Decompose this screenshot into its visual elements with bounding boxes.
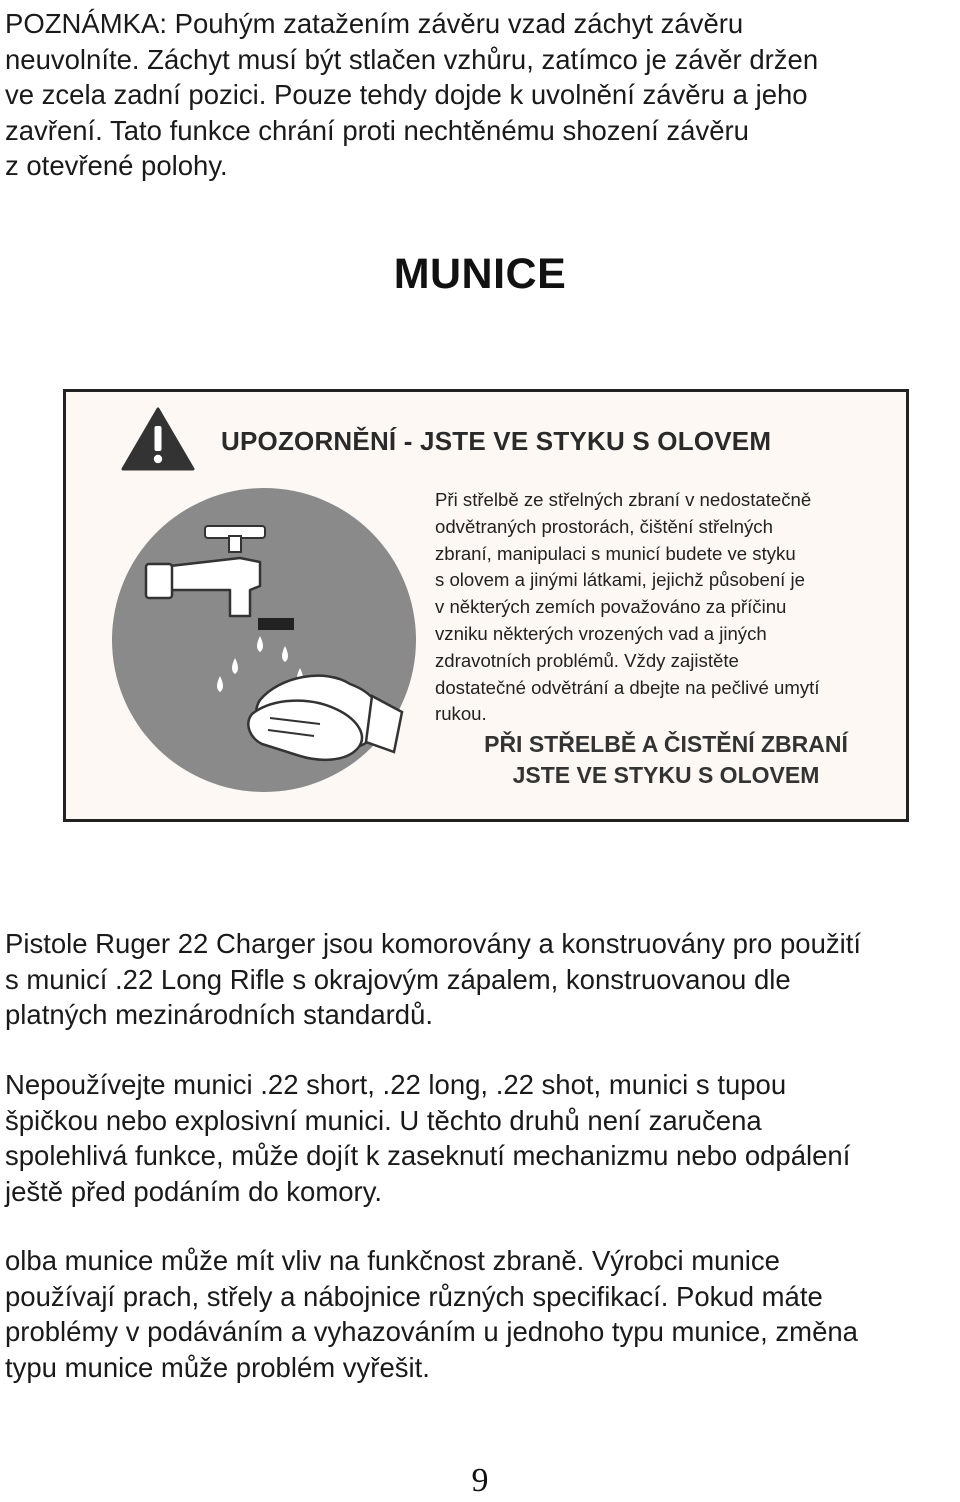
ammo-restriction-paragraph: [5, 1067, 960, 1209]
lead-warning-label: [63, 389, 909, 822]
page-number: 9: [471, 1462, 489, 1499]
warning-footer: PŘI STŘELBĚ A ČISTĚNÍ ZBRANÍ JSTE VE STYKU S OLOVEM: [484, 731, 848, 788]
note-line-1: POZNÁMKA: Pouhým zatažením závěru vzad záchyt závěru: [5, 8, 744, 39]
note-line-3: ve zcela zadní pozici. Pouze tehdy dojde k uvolnění závěru a jeho: [5, 79, 808, 110]
paragraph-3-line-1: olba munice může mít vliv na funkčnost zbraně. Výrobci munice: [5, 1245, 780, 1276]
warning-title: UPOZORNĚNÍ - JSTE VE STYKU S OLOVEM: [221, 426, 772, 456]
note-paragraph: [5, 6, 960, 184]
paragraph-2-line-3: spolehlivá funkce, může dojít k zaseknutí mechanizmu nebo odpálení: [5, 1140, 851, 1171]
paragraph-2-line-4: ještě před podáním do komory.: [5, 1175, 383, 1207]
faucet-washing-hands-icon: [110, 486, 418, 794]
paragraph-3-line-2: používají prach, střely a nábojnice různých specifikací. Pokud máte: [5, 1280, 823, 1312]
paragraph-3-line-3: problémy v podáváním a vyhazováním u jednoho typu munice, změna: [5, 1316, 858, 1347]
paragraph-1-line-3: platných mezinárodních standardů.: [5, 999, 434, 1030]
ammo-compat-paragraph: [5, 926, 960, 1033]
paragraph-1-line-1: Pistole Ruger 22 Charger jsou komorovány a konstruovány pro použití: [5, 928, 862, 959]
paragraph-3-line-4: typu munice může problém vyřešit.: [5, 1351, 430, 1383]
paragraph-1-line-2: s municí .22 Long Rifle s okrajovým zápalem, konstruovanou dle: [5, 963, 791, 995]
section-heading: MUNICE: [393, 250, 567, 298]
paragraph-2-line-1: Nepoužívejte munici .22 short, .22 long, .22 shot, munici s tupou: [5, 1069, 787, 1100]
paragraph-2-line-2: špičkou nebo explosivní munici. U těchto druhů není zaručena: [5, 1104, 762, 1136]
warning-triangle-icon: [120, 406, 196, 472]
note-line-4: zavření. Tato funkce chrání proti nechtěnému shození závěru: [5, 114, 749, 146]
note-line-2: neuvolníte. Záchyt musí být stlačen vzhůru, zatímco je závěr držen: [5, 43, 819, 75]
note-line-5: z otevřené polohy.: [5, 150, 228, 181]
ammo-choice-paragraph: [5, 1243, 960, 1385]
warning-body: Při střelbě ze střelných zbraní v nedostatečně odvětraných prostorách, čištění střelných zbraní, manipulaci s municí budete ve styku s olovem a jinými látkami, jejichž působení je v některých zemích považováno za příčinu vzniku některých vrozených vad a jiných zdravotních problémů. Vždy zajistěte dostatečné odvětrání a dbejte na pečlivé umytí rukou.: [435, 489, 820, 725]
